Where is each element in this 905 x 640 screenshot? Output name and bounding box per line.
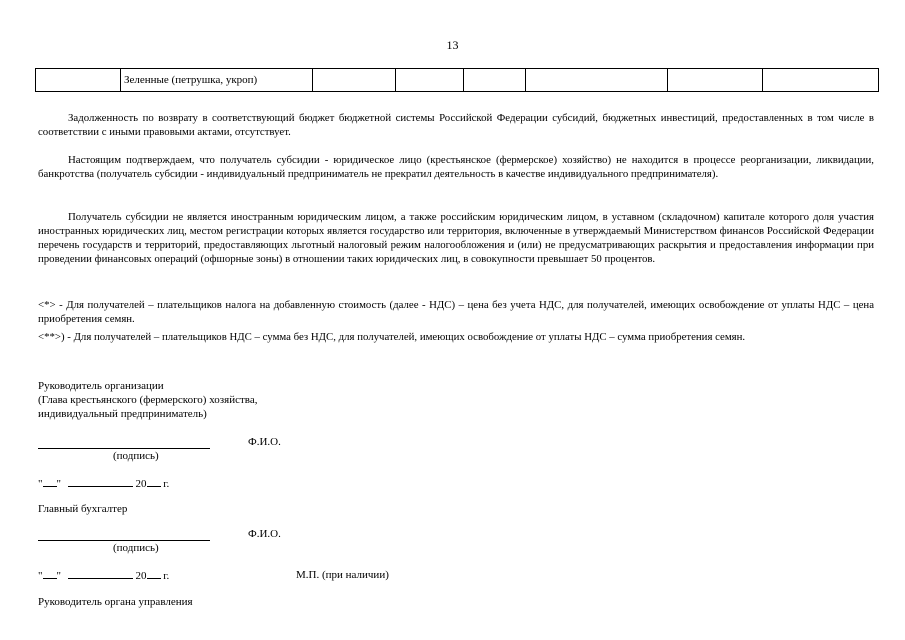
day-blank: [43, 486, 57, 487]
date-line: [38, 569, 169, 583]
year-blank: [147, 578, 161, 579]
table-cell: [526, 69, 668, 92]
page-number: 13: [446, 38, 459, 52]
signature-caption: (подпись): [113, 450, 159, 462]
fio-label: Ф.И.О.: [248, 436, 281, 448]
table-cell: [313, 69, 396, 92]
governing-body-head-label: Руководитель органа управления: [38, 596, 193, 608]
footnote-1: <*> - Для получателей – плательщиков налога на добавленную стоимость (далее - НДС) – цена без учета НДС, для получателей, имеющих освобождение от уплаты НДС – цена приобретения семян.: [38, 299, 874, 325]
table-cell: [763, 69, 879, 92]
head-title: [38, 379, 257, 421]
signature-caption: (подпись): [113, 542, 159, 554]
table-cell: [464, 69, 526, 92]
quote-open: ": [38, 478, 43, 490]
paragraph-foreign: Получатель субсидии не является иностранным юридическим лицом, а также российским юридическим лицом, в уставном (складочном) капитале которого доля участия иностранных юридических лиц, местом регистрации которых является государство или территория, включенные в утверждаемый Министерством финансов Российской Федерации перечень государств и территорий, предоставляющих льготный налоговый режим налогообложения и (или) не предусматривающих раскрытия и предоставления информации при проведении финансовых операций (офшорные зоны) в отношении таких юридических лиц, в совокупности превышает 50 процентов.: [38, 211, 874, 265]
stamp-label: М.П. (при наличии): [296, 569, 389, 581]
chief-accountant-label: Главный бухгалтер: [38, 503, 128, 515]
paragraph-confirm: Настоящим подтверждаем, что получатель субсидии - юридическое лицо (крестьянское (фермерское) хозяйство) не находится в процессе реорганизации, ликвидации, банкротства (получатель субсидии - индивидуальный предприниматель не прекратил деятельность в качестве индивидуального предпринимателя).: [38, 154, 874, 180]
month-blank: [68, 486, 133, 487]
head-title-line: индивидуальный предприниматель): [38, 408, 207, 420]
quote-open: ": [38, 570, 43, 582]
year-suffix: г.: [163, 478, 170, 490]
signature-line: [38, 540, 210, 541]
year-suffix: г.: [163, 570, 170, 582]
head-title-line: (Глава крестьянского (фермерского) хозяйства,: [38, 394, 258, 406]
date-line: [38, 477, 169, 491]
signature-line: [38, 448, 210, 449]
table-cell-product: Зеленные (петрушка, укроп): [121, 69, 313, 92]
table-row: [36, 69, 879, 92]
product-table: [35, 68, 879, 92]
table-cell: [668, 69, 763, 92]
quote-close: ": [56, 570, 61, 582]
year-prefix: 20: [135, 570, 147, 582]
table-cell: [396, 69, 464, 92]
table-cell: [36, 69, 121, 92]
quote-close: ": [56, 478, 61, 490]
paragraph-debt: Задолженность по возврату в соответствующий бюджет бюджетной системы Российской Федерации субсидий, бюджетных инвестиций, предоставленных в том числе в соответствии с иными правовыми актами, отсутствует.: [38, 112, 874, 138]
day-blank: [43, 578, 57, 579]
head-title-line: Руководитель организации: [38, 380, 164, 392]
fio-label: Ф.И.О.: [248, 528, 281, 540]
footnote-2: <**>) - Для получателей – плательщиков НДС – сумма без НДС, для получателей, имеющих освобождение от уплаты НДС – сумма приобретения семян.: [38, 331, 746, 343]
year-prefix: 20: [135, 478, 147, 490]
year-blank: [147, 486, 161, 487]
month-blank: [68, 578, 133, 579]
